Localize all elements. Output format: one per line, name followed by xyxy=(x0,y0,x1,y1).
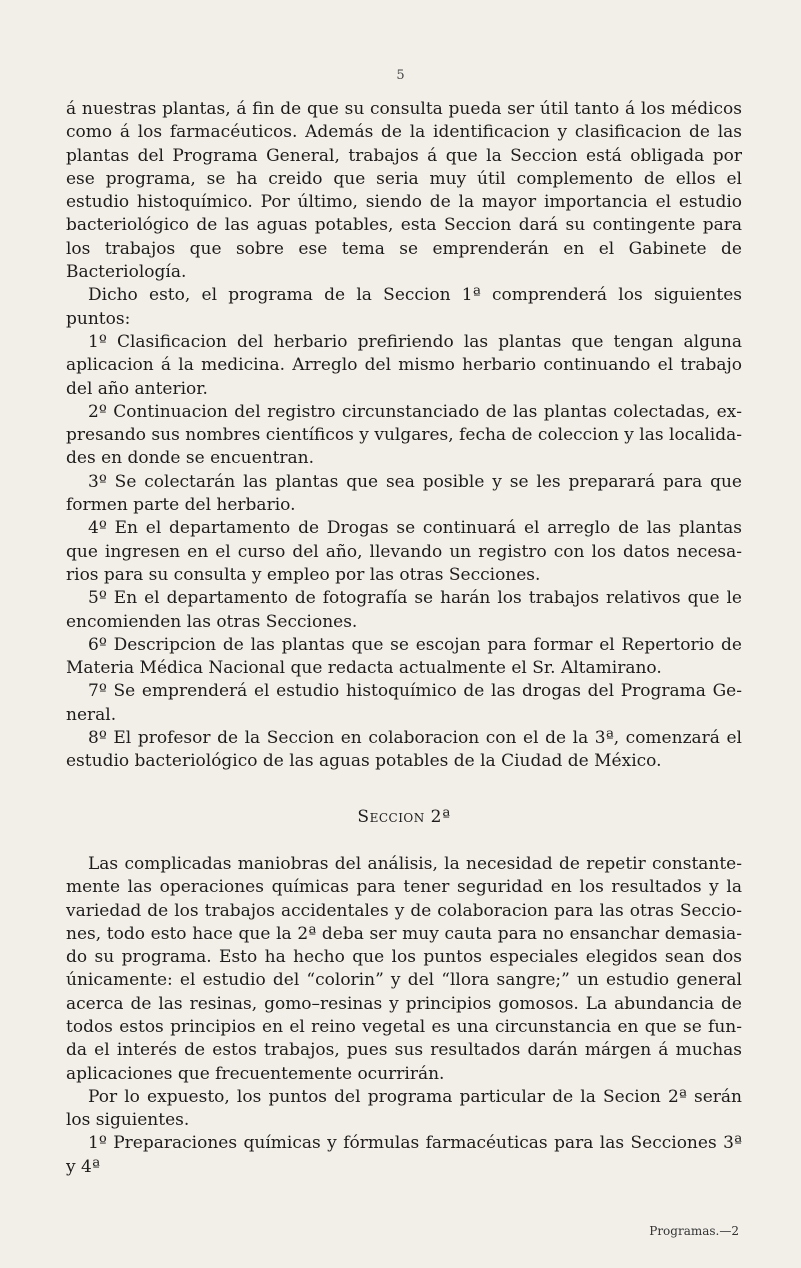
list-item: 1º Preparaciones químicas y fórmulas farmacéuticas para las Secciones 3ª y 4ª xyxy=(66,1133,742,1177)
page-number: 5 xyxy=(396,68,405,83)
list-item: 3º Se colectarán las plantas que sea posible y se les preparará para que formen parte del herbario. xyxy=(66,471,742,516)
list-item: 5º En el departamento de fotografía se harán los trabajos relativos que le encomienden las otras Secciones. xyxy=(66,588,742,632)
paragraph: Las complicadas maniobras del análisis, la necesidad de repetir constantemente las operaciones químicas para tener seguridad en los resultados y la variedad de los trabajos accidentales y de colaboracion para las otras Secciones, todo esto hace que la 2ª deba ser muy cauta para no ensanchar demasiado su programa. Esto ha hecho que los puntos especiales elegidos sean dos únicamente: el estudio del “colorin” y del “llora sangre;” un estudio general acerca de las resinas, gomo–resinas y principios gomosos. La abundancia de todos estos principios en el reino vegetal es una circunstancia en que se funda el interés de estos trabajos, pues sus resultados darán márgen á muchas aplicaciones que frecuentemente ocurrirán. xyxy=(66,853,742,1084)
footer-signature-mark: Programas.—2 xyxy=(649,1224,739,1238)
list-item: 6º Descripcion de las plantas que se escojan para formar el Repertorio de Materia Médica Nacional que redacta actualmente el Sr. Altamirano. xyxy=(66,634,742,679)
list-item: 7º Se emprenderá el estudio histoquímico de las drogas del Programa General. xyxy=(66,681,742,725)
paragraph: á nuestras plantas, á fin de que su consulta pueda ser útil tanto á los médicos como á los farmacéuticos. Además de la identificacion y clasificacion de las plantas del Programa General, trabajos á que la Seccion está obligada por ese programa, se ha creido que seria muy útil complemento de ellos el estudio histoquímico. Por último, siendo de la mayor importancia el estudio bacteriológico de las aguas potables, esta Seccion dará su contingente para los trabajos que sobre ese tema se emprenderán en el Gabinete de Bacteriología. xyxy=(66,99,742,283)
list-item: 8º El profesor de la Seccion en colaboracion con el de la 3ª, comenzará el estudio bacteriológico de las aguas potables de la Ciudad de México. xyxy=(66,728,742,772)
body-text xyxy=(66,98,742,1179)
paragraph: Dicho esto, el programa de la Seccion 1ª comprenderá los siguientes puntos: xyxy=(66,285,742,329)
paragraph: Por lo expuesto, los puntos del programa particular de la Secion 2ª serán los siguientes. xyxy=(66,1086,742,1131)
list-item: 4º En el departamento de Drogas se continuará el arreglo de las plantas que ingresen en el curso del año, llevando un registro con los datos necesarios para su consulta y empleo por las otras Secciones. xyxy=(66,518,742,585)
list-item: 1º Clasificacion del herbario prefiriendo las plantas que tengan alguna aplicacion á la medicina. Arreglo del mismo herbario continuando el trabajo del año anterior. xyxy=(66,331,742,399)
list-item: 2º Continuacion del registro circunstanciado de las plantas colectadas, expresando sus nombres científicos y vulgares, fecha de coleccion y las localidades en donde se encuentran. xyxy=(66,401,742,469)
section-heading: Seccion 2ª xyxy=(357,806,451,827)
